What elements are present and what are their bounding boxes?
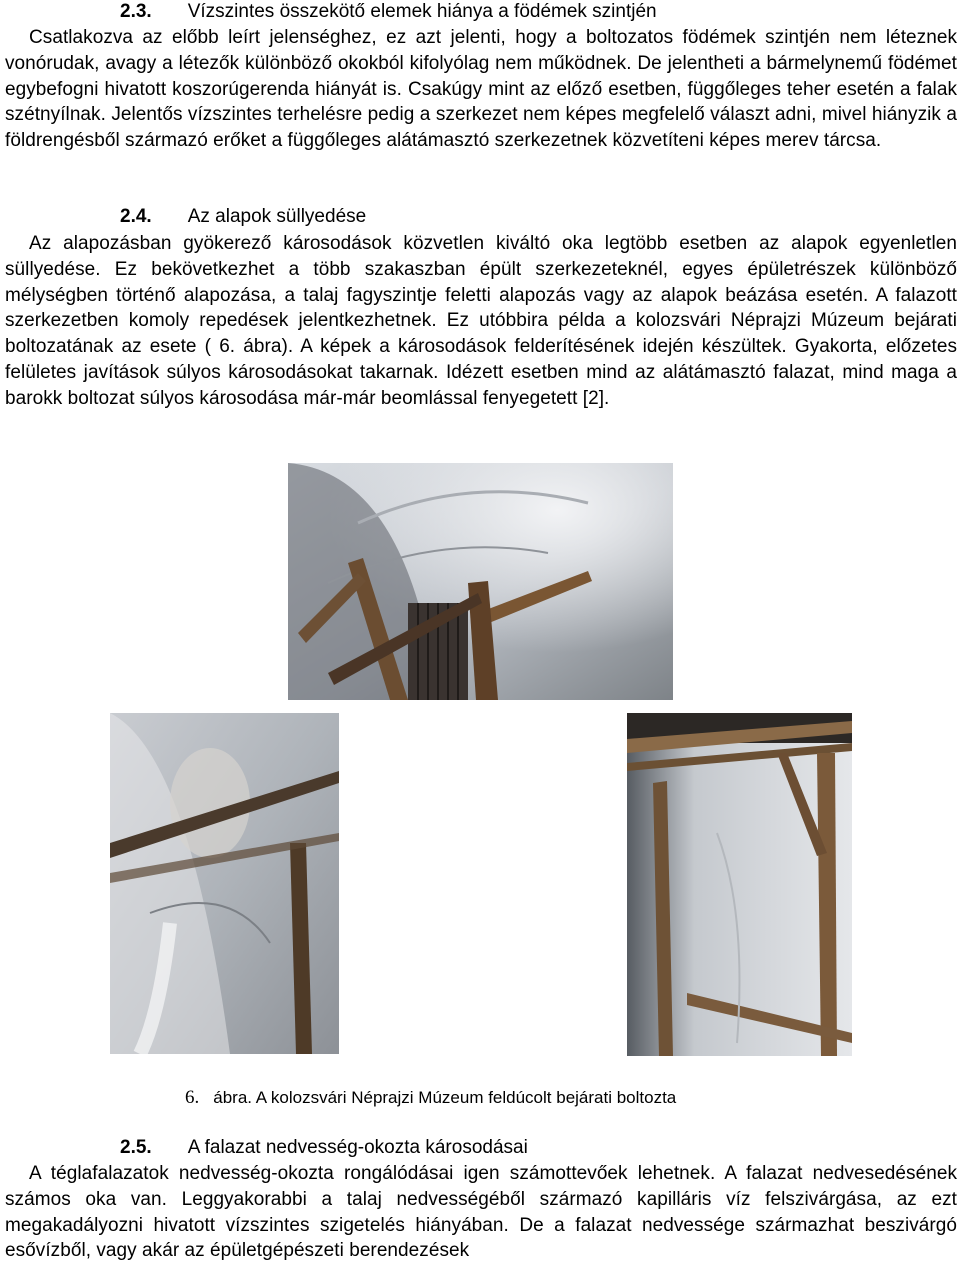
figure-caption-text: ábra. A kolozsvári Néprajzi Múzeum feldúcolt bejárati boltozta — [213, 1088, 677, 1107]
vault-photo-top — [288, 463, 673, 700]
section-body-2-5: A téglafalazatok nedvesség-okozta rongálódásai igen számottevőek lehetnek. A falazat nedvesedésének számos oka van. Leggyakorabbi a talaj nedvességéből származó kapilláris víz felszivárgása, az ezt megakadályozni hivatott vízszintes szigetelés hiányában. De a falazat nedvessége származhat beszivárgó esővízből, vagy akár az épületgépészeti berendezések — [5, 1163, 957, 1262]
section-number: 2.4. — [120, 206, 152, 227]
vault-photo-right-image — [627, 713, 852, 1056]
vault-photo-right — [627, 713, 852, 1056]
figure-caption — [185, 1087, 676, 1109]
section-body-2-3: Csatlakozva az előbb leírt jelenséghez, ez azt jelenti, hogy a boltozatos födémek szintjén nem léteznek vonórudak, avagy a létezők különböző okokból kifolyólag nem működnek. De jelentheti a bármelynemű födémet egybefogni hivatott koszorúgerenda hiányát is. Csakúgy mint az előző esetben, függőleges teher esetén a falak szétnyílnak. Jelentős vízszintes terhelésre pedig a szerkezet nem képes megfelelő választ adni, mivel hiányzik a földrengésből származó erőket a függőleges alátámasztó szerkezetnek közvetíteni képes merev tárcsa. — [5, 27, 957, 152]
figure-number: 6. — [185, 1087, 200, 1108]
vault-photo-left-image — [110, 713, 339, 1054]
section-heading-2-4 — [120, 205, 366, 229]
section-title: A falazat nedvesség-okozta károsodásai — [187, 1137, 528, 1158]
section-heading-2-5 — [120, 1136, 528, 1160]
section-number: 2.5. — [120, 1137, 152, 1158]
section-heading-2-3 — [120, 0, 657, 24]
section-title: Vízszintes összekötő elemek hiánya a födémek szintjén — [187, 1, 657, 22]
vault-photo-left — [110, 713, 339, 1054]
vault-photo-top-image — [288, 463, 673, 700]
section-body-2-4: Az alapozásban gyökerező károsodások közvetlen kiváltó oka legtöbb esetben az alapok egyenletlen süllyedése. Ez bekövetkezhet a több szakaszban épült szerkezeteknél, egyes épületrészek különböző mélységben történő alapozása, a talaj fagyszintje feletti alapozás vagy az alapok beázása esetén. A falazott szerkezetben komoly repedések jelentkezhetnek. Ez utóbbira példa a kolozsvári Néprajzi Múzeum bejárati boltozatának az esete ( 6. ábra). A képek a károsodások felderítésének idején készültek. Gyakorta, előzetes felületes javítások súlyos károsodásokat takarnak. Idézett esetben mind az alátámasztó falazat, mind maga a barokk boltozat súlyos károsodása már-már beomlással fenyegetett [2]. — [5, 233, 957, 409]
section-number: 2.3. — [120, 1, 152, 22]
section-title: Az alapok süllyedése — [187, 206, 367, 227]
